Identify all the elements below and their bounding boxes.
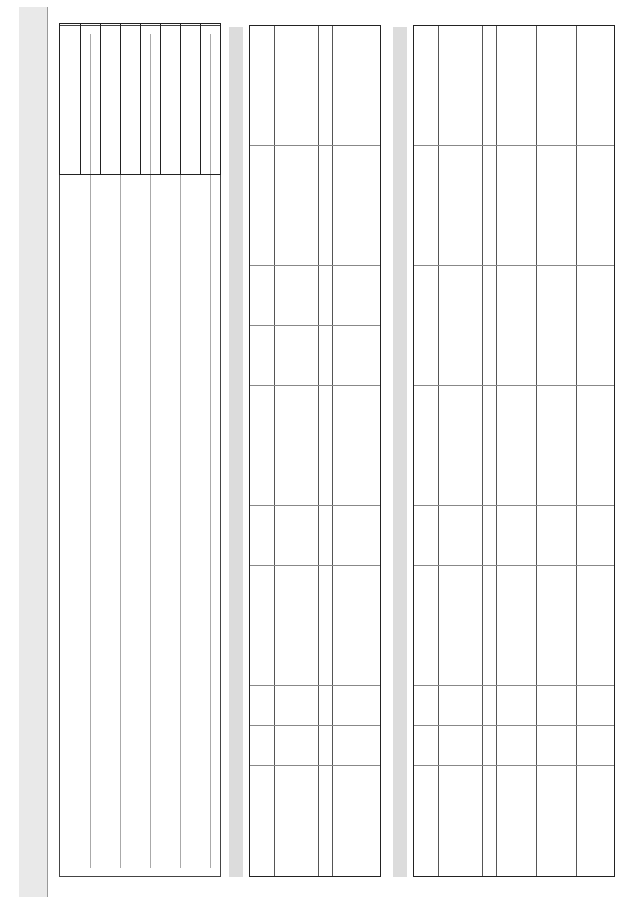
table-column-divider [250, 565, 380, 566]
codes-table-cell [120, 24, 141, 174]
table-column-divider [250, 725, 380, 726]
document-title-placeholder [19, 7, 48, 897]
section-title-placeholder [229, 27, 243, 877]
fixed-assets-table [413, 25, 615, 877]
rotated-page-content [15, 7, 625, 897]
codes-table-cell [100, 24, 121, 174]
table-header-band [414, 26, 439, 876]
codes-table-cell [80, 24, 101, 174]
table-row [496, 26, 537, 876]
table-column-divider [414, 765, 614, 766]
section-title-placeholder [393, 27, 407, 877]
table-column-divider [414, 505, 614, 506]
table-index-band [318, 26, 333, 876]
table-header-band [274, 26, 319, 876]
table-column-divider [414, 265, 614, 266]
codes-table-cell [60, 24, 81, 174]
table-row [536, 26, 577, 876]
table-header-band [250, 26, 275, 876]
table-column-divider [250, 325, 380, 326]
table-column-divider [414, 385, 614, 386]
table-column-divider [414, 565, 614, 566]
table-index-band [482, 26, 497, 876]
table-column-divider [250, 385, 380, 386]
codes-table [59, 23, 221, 175]
table-column-divider [414, 145, 614, 146]
table-column-divider [250, 685, 380, 686]
table-header-band [438, 26, 483, 876]
intangible-assets-table [249, 25, 381, 877]
codes-table-cell [140, 24, 161, 174]
table-column-divider [250, 765, 380, 766]
codes-table-cell [180, 24, 201, 174]
table-column-divider [250, 145, 380, 146]
codes-table-cell [160, 24, 181, 174]
table-column-divider [414, 725, 614, 726]
table-column-divider [414, 685, 614, 686]
table-column-divider [250, 505, 380, 506]
table-column-divider [250, 265, 380, 266]
